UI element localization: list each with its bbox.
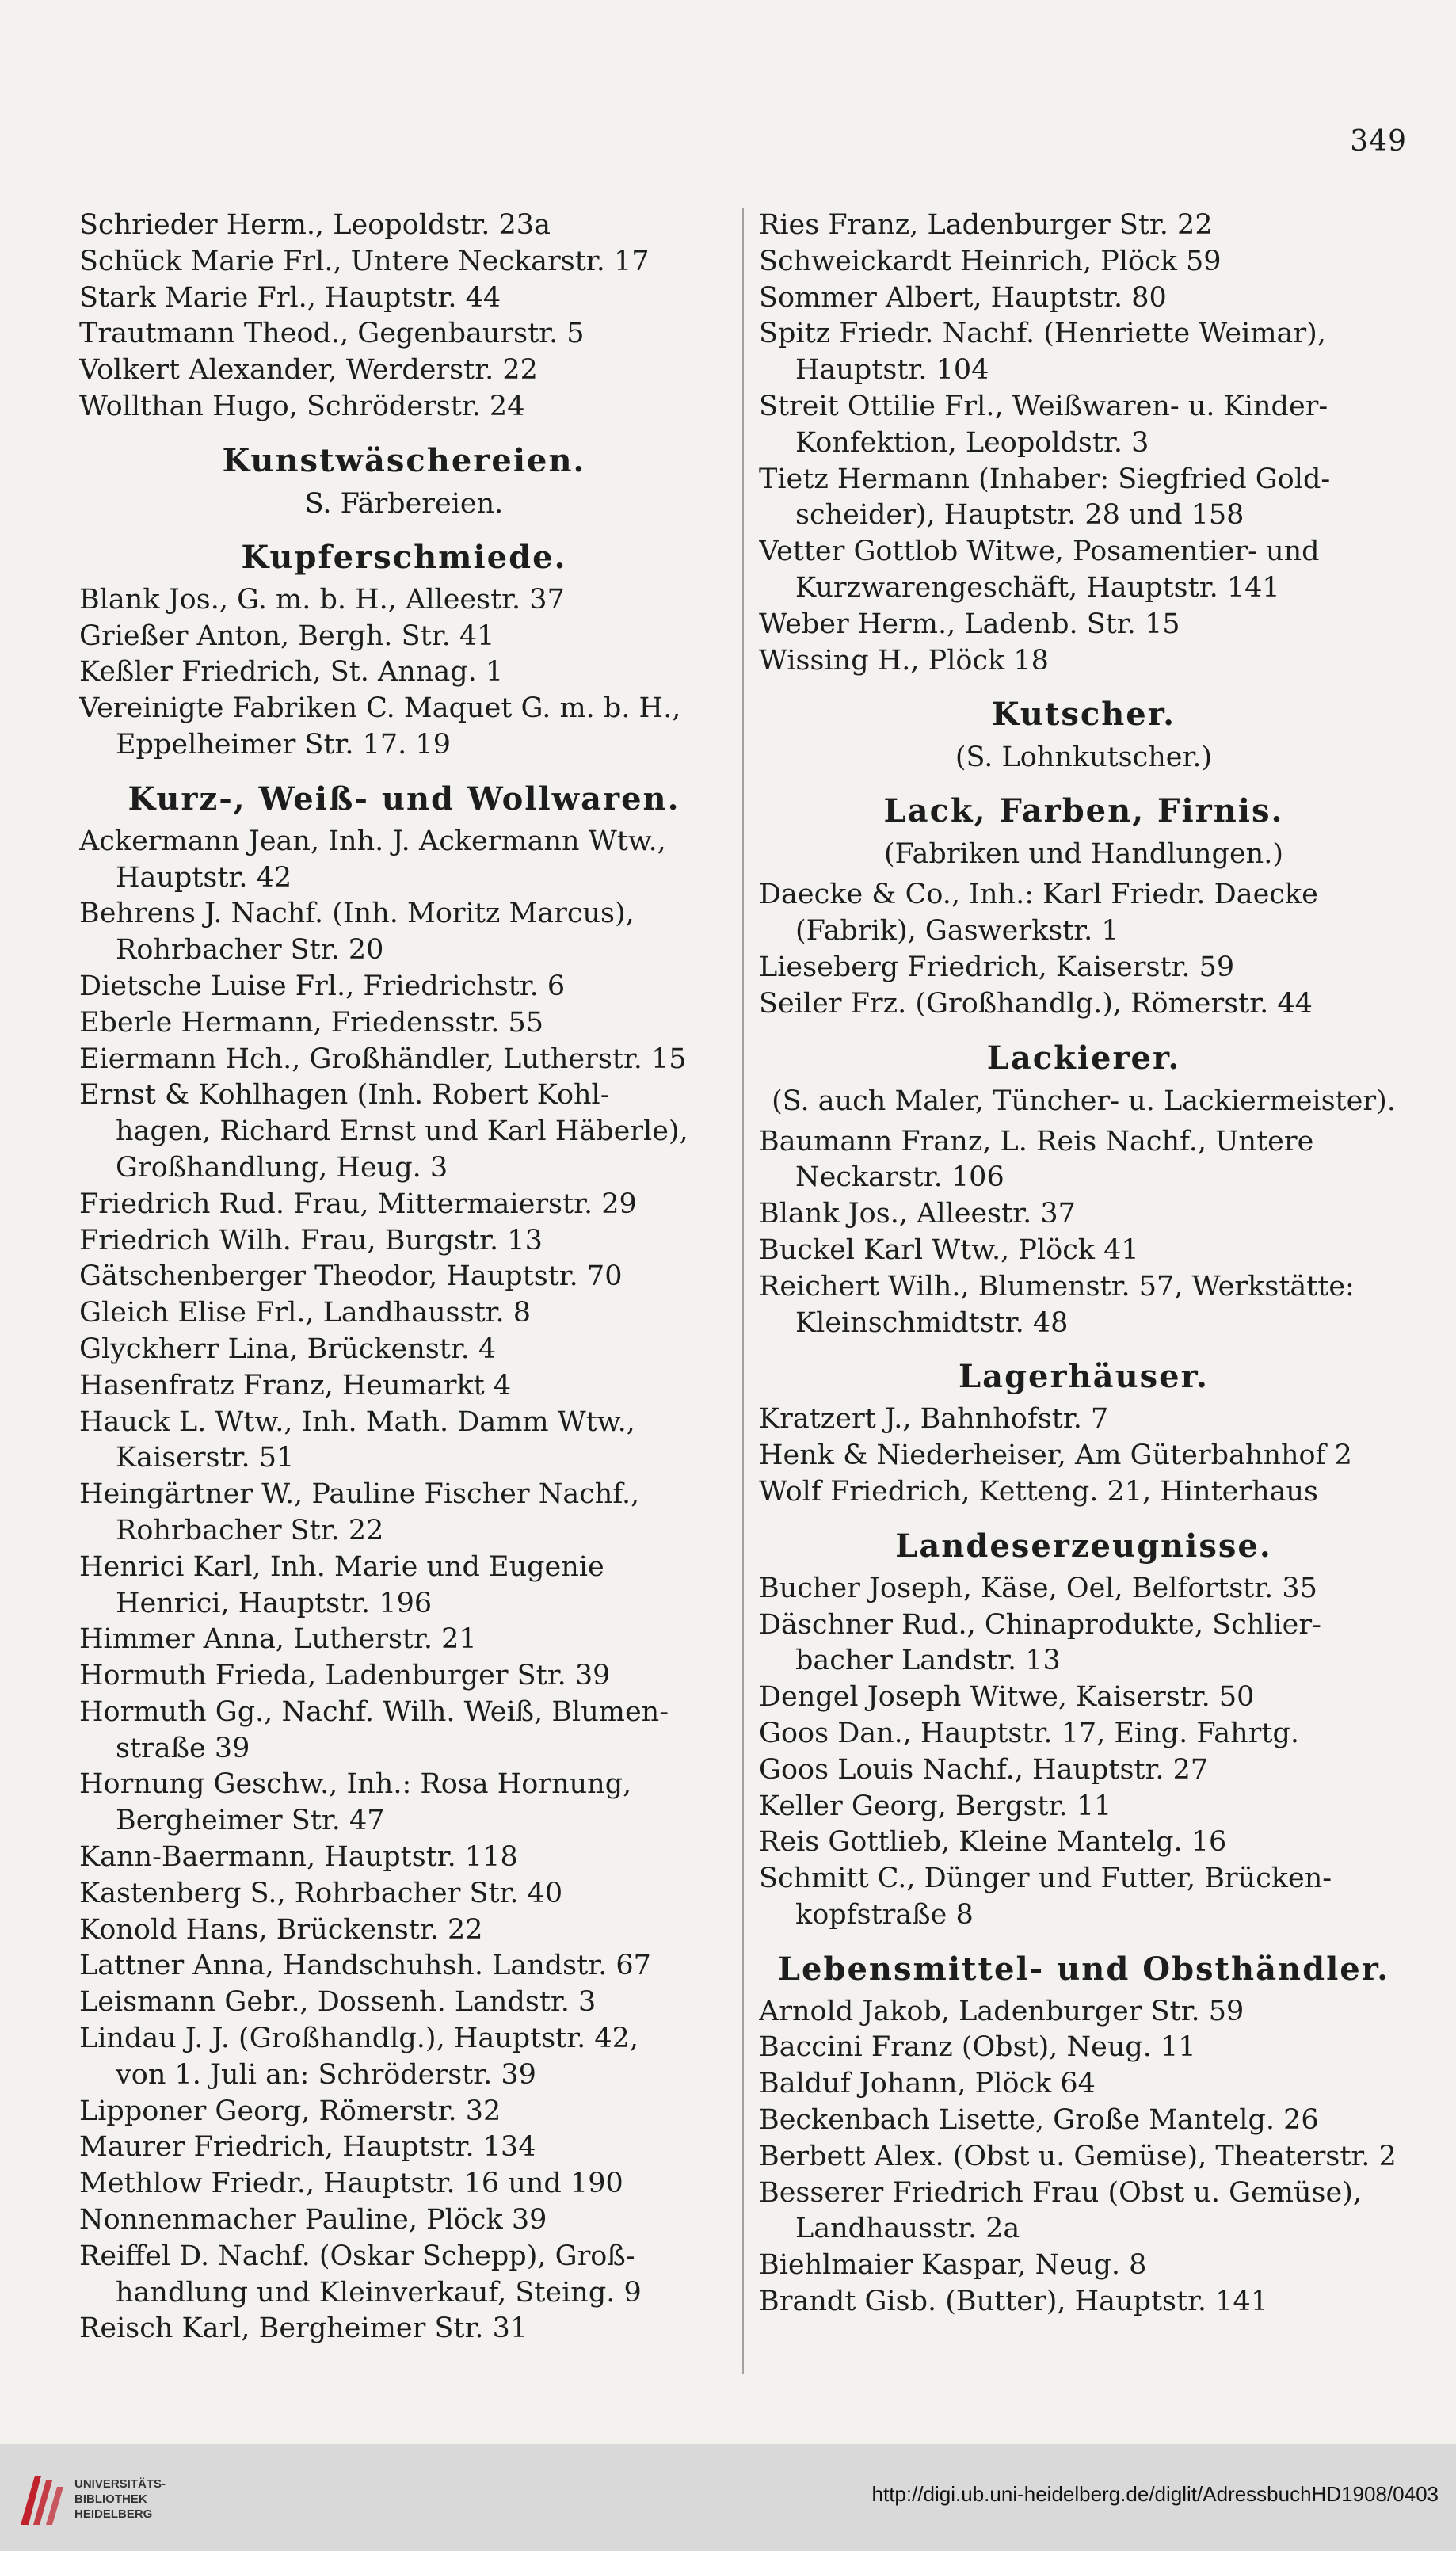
directory-entry: Grießer Anton, Bergh. Str. 41 bbox=[79, 620, 495, 652]
directory-entry-continuation: bacher Landstr. 13 bbox=[795, 1645, 1061, 1677]
directory-entry: Bucher Joseph, Käse, Oel, Belfortstr. 35 bbox=[759, 1572, 1317, 1604]
directory-entry-continuation: Landhausstr. 2a bbox=[795, 2213, 1020, 2245]
directory-entry: Maurer Friedrich, Hauptstr. 134 bbox=[79, 2131, 536, 2164]
directory-entry: Balduf Johann, Plöck 64 bbox=[759, 2068, 1096, 2100]
directory-entry-continuation: Kurzwarengeschäft, Hauptstr. 141 bbox=[795, 571, 1280, 604]
directory-entry-continuation: Großhandlung, Heug. 3 bbox=[116, 1151, 448, 1184]
directory-entry: Blank Jos., G. m. b. H., Alleestr. 37 bbox=[79, 583, 565, 616]
section-heading: Kutscher. bbox=[991, 696, 1176, 734]
footer-bar bbox=[0, 2444, 1456, 2551]
directory-entry: Trautmann Theod., Gegenbaurstr. 5 bbox=[79, 318, 585, 350]
section-heading: Lack, Farben, Firnis. bbox=[883, 792, 1284, 830]
directory-entry-continuation: straße 39 bbox=[116, 1732, 250, 1764]
directory-entry: Buckel Karl Wtw., Plöck 41 bbox=[759, 1234, 1139, 1266]
directory-entry: Friedrich Rud. Frau, Mittermaierstr. 29 bbox=[79, 1188, 637, 1220]
section-note: (Fabriken und Handlungen.) bbox=[883, 838, 1283, 871]
directory-entry: Hauck L. Wtw., Inh. Math. Damm Wtw., bbox=[79, 1405, 635, 1438]
directory-entry-continuation: Rohrbacher Str. 22 bbox=[116, 1514, 384, 1546]
section-note: (S. auch Maler, Tüncher- u. Lackiermeister). bbox=[772, 1085, 1396, 1117]
section-heading: Lebensmittel- und Obsthändler. bbox=[777, 1950, 1390, 1988]
directory-entry: Arnold Jakob, Ladenburger Str. 59 bbox=[759, 1995, 1244, 2027]
directory-entry: Brandt Gisb. (Butter), Hauptstr. 141 bbox=[759, 2286, 1268, 2318]
directory-entry: Behrens J. Nachf. (Inh. Moritz Marcus), bbox=[79, 898, 635, 930]
directory-entry-continuation: scheider), Hauptstr. 28 und 158 bbox=[795, 499, 1244, 532]
section-heading: Kupferschmiede. bbox=[241, 538, 567, 576]
source-url-link[interactable]: http://digi.ub.uni-heidelberg.de/diglit/AdressbuchHD1908/0403 bbox=[871, 2482, 1439, 2506]
section-heading: Lackierer. bbox=[986, 1039, 1181, 1077]
library-logo[interactable] bbox=[14, 2461, 196, 2537]
directory-entry-continuation: hagen, Richard Ernst und Karl Häberle), bbox=[116, 1115, 688, 1148]
directory-entry: Dengel Joseph Witwe, Kaiserstr. 50 bbox=[759, 1681, 1255, 1714]
directory-entry: Besserer Friedrich Frau (Obst u. Gemüse), bbox=[759, 2176, 1362, 2209]
directory-entry: Konold Hans, Brückenstr. 22 bbox=[79, 1913, 483, 1946]
directory-entry: Reichert Wilh., Blumenstr. 57, Werkstätte: bbox=[759, 1270, 1355, 1302]
directory-entry-continuation: von 1. Juli an: Schröderstr. 39 bbox=[116, 2058, 536, 2091]
directory-entry: Kratzert J., Bahnhofstr. 7 bbox=[759, 1403, 1109, 1436]
directory-entry: Spitz Friedr. Nachf. (Henriette Weimar), bbox=[759, 318, 1326, 350]
directory-entry: Henk & Niederheiser, Am Güterbahnhof 2 bbox=[759, 1439, 1352, 1472]
directory-entry: Heingärtner W., Pauline Fischer Nachf., bbox=[79, 1478, 640, 1511]
directory-entry: Hormuth Frieda, Ladenburger Str. 39 bbox=[79, 1660, 611, 1692]
directory-entry-continuation: Henrici, Hauptstr. 196 bbox=[116, 1587, 433, 1619]
section-note: S. Färbereien. bbox=[304, 487, 504, 520]
section-heading: Kurz-, Weiß- und Wollwaren. bbox=[128, 780, 680, 818]
directory-entry: Daecke & Co., Inh.: Karl Friedr. Daecke bbox=[759, 879, 1318, 911]
directory-entry-continuation: Hauptstr. 104 bbox=[795, 354, 989, 387]
directory-entry-continuation: Bergheimer Str. 47 bbox=[116, 1805, 385, 1837]
directory-entry: Hasenfratz Franz, Heumarkt 4 bbox=[79, 1369, 512, 1401]
directory-entry: Baumann Franz, L. Reis Nachf., Untere bbox=[759, 1125, 1314, 1157]
directory-entry: Vereinigte Fabriken C. Maquet G. m. b. H., bbox=[79, 692, 681, 725]
directory-entry: Dietsche Luise Frl., Friedrichstr. 6 bbox=[79, 970, 566, 1002]
directory-entry: Hornung Geschw., Inh.: Rosa Hornung, bbox=[79, 1768, 632, 1801]
directory-entry: Wolf Friedrich, Ketteng. 21, Hinterhaus bbox=[759, 1475, 1319, 1508]
directory-entry: Tietz Hermann (Inhaber: Siegfried Gold- bbox=[759, 463, 1331, 495]
directory-entry-continuation: Kaiserstr. 51 bbox=[116, 1442, 295, 1474]
directory-entry: Reiffel D. Nachf. (Oskar Schepp), Groß- bbox=[79, 2240, 635, 2272]
directory-entry: Lattner Anna, Handschuhsh. Landstr. 67 bbox=[79, 1950, 651, 1982]
directory-entry: Reis Gottlieb, Kleine Mantelg. 16 bbox=[759, 1826, 1227, 1859]
directory-entry: Ackermann Jean, Inh. J. Ackermann Wtw., bbox=[79, 825, 666, 857]
directory-entry: Goos Dan., Hauptstr. 17, Eing. Fahrtg. bbox=[759, 1717, 1299, 1749]
directory-entry: Eiermann Hch., Großhändler, Lutherstr. 15 bbox=[79, 1043, 687, 1075]
directory-entry: Schweickardt Heinrich, Plöck 59 bbox=[759, 245, 1222, 277]
directory-entry: Himmer Anna, Lutherstr. 21 bbox=[79, 1623, 477, 1656]
library-seal-icon bbox=[14, 2469, 68, 2530]
logo-line-2: BIBLIOTHEK bbox=[74, 2492, 147, 2506]
directory-entry: Hormuth Gg., Nachf. Wilh. Weiß, Blumen- bbox=[79, 1695, 669, 1728]
directory-entry: Methlow Friedr., Hauptstr. 16 und 190 bbox=[79, 2168, 623, 2200]
directory-entry: Glyckherr Lina, Brückenstr. 4 bbox=[79, 1333, 497, 1365]
page-number: 349 bbox=[1350, 125, 1407, 158]
section-heading: Kunstwäschereien. bbox=[222, 441, 586, 479]
logo-text bbox=[74, 2477, 166, 2522]
directory-entry: Schück Marie Frl., Untere Neckarstr. 17 bbox=[79, 245, 650, 277]
section-heading: Landeserzeugnisse. bbox=[895, 1527, 1272, 1565]
directory-entry: Beckenbach Lisette, Große Mantelg. 26 bbox=[759, 2104, 1319, 2137]
directory-entry: Streit Ottilie Frl., Weißwaren- u. Kinder- bbox=[759, 390, 1328, 422]
directory-entry: Friedrich Wilh. Frau, Burgstr. 13 bbox=[79, 1224, 543, 1256]
directory-entry: Wissing H., Plöck 18 bbox=[759, 644, 1049, 677]
directory-entry: Volkert Alexander, Werderstr. 22 bbox=[79, 354, 538, 387]
directory-entry: Weber Herm., Ladenb. Str. 15 bbox=[759, 608, 1180, 640]
directory-entry: Reisch Karl, Bergheimer Str. 31 bbox=[79, 2313, 528, 2345]
directory-entry: Stark Marie Frl., Hauptstr. 44 bbox=[79, 281, 501, 314]
directory-entry-continuation: Hauptstr. 42 bbox=[116, 861, 292, 894]
directory-entry: Baccini Franz (Obst), Neug. 11 bbox=[759, 2031, 1196, 2064]
directory-entry: Leismann Gebr., Dossenh. Landstr. 3 bbox=[79, 1986, 597, 2019]
directory-entry-continuation: kopfstraße 8 bbox=[795, 1898, 974, 1931]
directory-entry-continuation: Konfektion, Leopoldstr. 3 bbox=[795, 426, 1149, 459]
logo-line-3: HEIDELBERG bbox=[74, 2507, 153, 2521]
directory-entry: Lipponer Georg, Römerstr. 32 bbox=[79, 2095, 501, 2127]
directory-entry: Sommer Albert, Hauptstr. 80 bbox=[759, 281, 1167, 314]
directory-entry: Keller Georg, Bergstr. 11 bbox=[759, 1790, 1112, 1822]
logo-line-1: UNIVERSITÄTS- bbox=[74, 2477, 166, 2491]
right-column bbox=[759, 208, 1408, 2320]
directory-entry: Goos Louis Nachf., Hauptstr. 27 bbox=[759, 1753, 1209, 1786]
directory-entry: Ries Franz, Ladenburger Str. 22 bbox=[759, 209, 1213, 241]
directory-entry: Vetter Gottlob Witwe, Posamentier- und bbox=[759, 536, 1320, 568]
directory-entry: Biehlmaier Kaspar, Neug. 8 bbox=[759, 2249, 1147, 2282]
left-column bbox=[79, 208, 729, 2347]
directory-entry: Gleich Elise Frl., Landhausstr. 8 bbox=[79, 1297, 532, 1329]
directory-entry: Gätschenberger Theodor, Hauptstr. 70 bbox=[79, 1260, 623, 1293]
column-divider bbox=[742, 208, 744, 2374]
directory-entry: Schmitt C., Dünger und Futter, Brücken- bbox=[759, 1863, 1332, 1895]
directory-entry: Kann-Baermann, Hauptstr. 118 bbox=[79, 1841, 518, 1874]
directory-entry-continuation: Kleinschmidtstr. 48 bbox=[795, 1306, 1069, 1339]
directory-entry: Däschner Rud., Chinaprodukte, Schlier- bbox=[759, 1608, 1321, 1641]
directory-entry: Lieseberg Friedrich, Kaiserstr. 59 bbox=[759, 951, 1235, 983]
directory-entry: Nonnenmacher Pauline, Plöck 39 bbox=[79, 2204, 547, 2236]
section-note: (S. Lohnkutscher.) bbox=[955, 742, 1213, 774]
directory-entry: Berbett Alex. (Obst u. Gemüse), Theaterstr. 2 bbox=[759, 2140, 1397, 2172]
directory-entry-continuation: Eppelheimer Str. 17. 19 bbox=[116, 728, 451, 761]
directory-entry: Blank Jos., Alleestr. 37 bbox=[759, 1198, 1076, 1230]
directory-entry: Seiler Frz. (Großhandlg.), Römerstr. 44 bbox=[759, 987, 1313, 1020]
directory-entry: Ernst & Kohlhagen (Inh. Robert Kohl- bbox=[79, 1079, 610, 1112]
directory-entry: Schrieder Herm., Leopoldstr. 23a bbox=[79, 209, 551, 241]
directory-entry: Lindau J. J. (Großhandlg.), Hauptstr. 42, bbox=[79, 2023, 639, 2055]
directory-entry-continuation: Rohrbacher Str. 20 bbox=[116, 934, 384, 967]
directory-entry: Henrici Karl, Inh. Marie und Eugenie bbox=[79, 1550, 604, 1583]
directory-entry: Kastenberg S., Rohrbacher Str. 40 bbox=[79, 1877, 563, 1909]
section-heading: Lagerhäuser. bbox=[959, 1358, 1209, 1396]
directory-entry-continuation: (Fabrik), Gaswerkstr. 1 bbox=[795, 915, 1119, 948]
directory-entry: Keßler Friedrich, St. Annag. 1 bbox=[79, 656, 504, 688]
directory-entry: Wollthan Hugo, Schröderstr. 24 bbox=[79, 390, 525, 422]
directory-entry-continuation: handlung und Kleinverkauf, Steing. 9 bbox=[116, 2276, 642, 2309]
directory-entry-continuation: Neckarstr. 106 bbox=[795, 1161, 1004, 1194]
directory-entry: Eberle Hermann, Friedensstr. 55 bbox=[79, 1006, 544, 1039]
